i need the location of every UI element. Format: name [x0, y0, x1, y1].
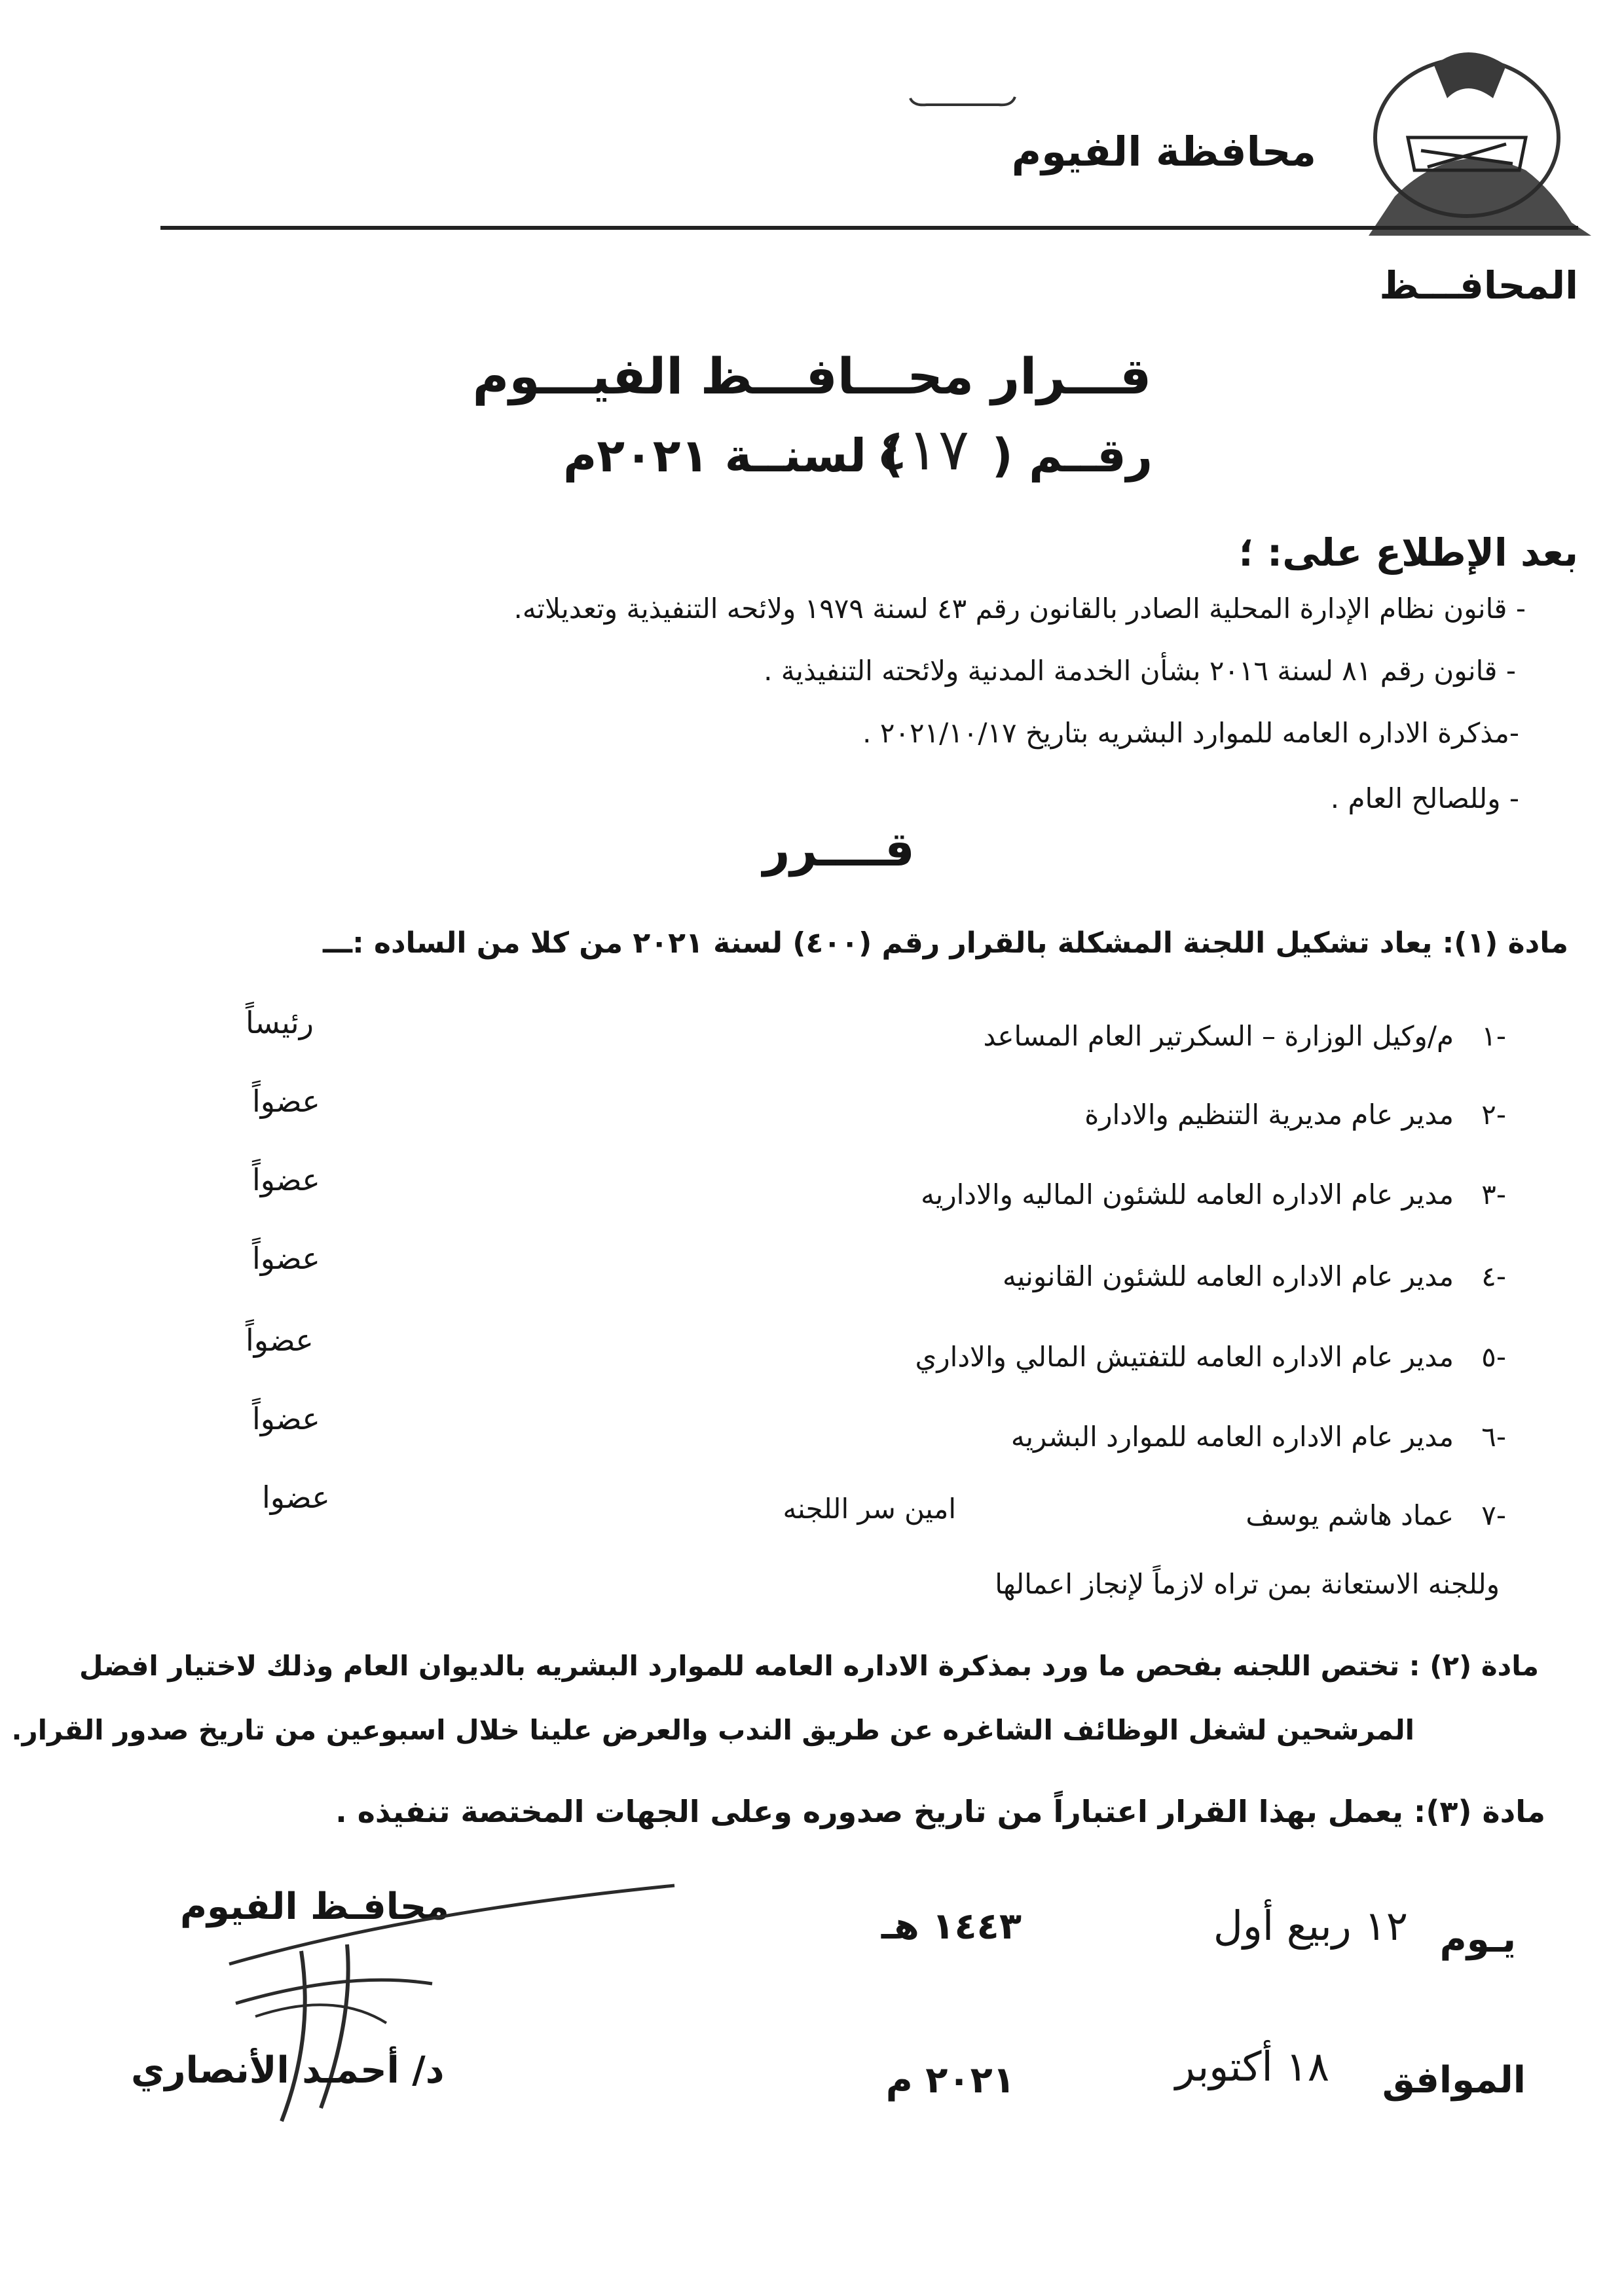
office-label: المحافـــظ: [1379, 263, 1578, 308]
date-gregorian-prefix: الموافق: [1382, 2059, 1526, 2102]
preamble-item: - قانون نظام الإدارة المحلية الصادر بالقانون رقم ٤٣ لسنة ١٩٧٩ ولائحه التنفيذية وتعديلاته.: [513, 592, 1526, 625]
date-day-prefix: يـوم: [1439, 1918, 1516, 1961]
date-gregorian-year: ٢٠٢١ م: [885, 2059, 1015, 2102]
article-2-line2: المرشحين لشغل الوظائف الشاغره عن طريق الندب والعرض علينا خلال اسبوعين من تاريخ صدور القرار.: [11, 1714, 1414, 1746]
handwritten-signature: [216, 1872, 688, 2147]
member-num: ٤-: [1481, 1260, 1506, 1292]
member-num: ٥-: [1481, 1341, 1506, 1373]
decree-number-prefix: رقــم (: [991, 429, 1153, 483]
date-hijri-handwritten: ١٢ ربيع أول: [1213, 1902, 1408, 1950]
signatory-name: د/ أحمـد الأنصاري: [131, 2049, 445, 2092]
preamble-item: - قانون رقم ٨١ لسنة ٢٠١٦ بشأن الخدمة المدنية ولائحته التنفيذية .: [764, 655, 1516, 687]
decree-number-handwritten: ٤١٧: [876, 416, 969, 483]
governorate-name: محافظة الفيوم: [1011, 128, 1316, 175]
decision-heading: قــــرر: [763, 822, 915, 877]
member-name: مدير عام مديرية التنظيم والادارة: [1084, 1099, 1454, 1131]
article-3: مادة (٣): يعمل بهذا القرار اعتباراً من تاريخ صدوره وعلى الجهات المختصة تنفيذه .: [335, 1794, 1545, 1829]
top-margin-mark: [907, 92, 1018, 111]
article-1: مادة (١): يعاد تشكيل اللجنة المشكلة بالقرار رقم (٤٠٠) لسنة ٢٠٢١ من كلا من الساده :ـــ: [322, 926, 1568, 960]
assist-note: وللجنه الاستعانة بمن تراه لازماً لإنجاز اعمالها: [995, 1568, 1500, 1600]
member-name: مدير عام الاداره العامه للشئون الماليه والاداريه: [921, 1178, 1454, 1211]
article-2-line1: مادة (٢) : تختص اللجنه بفحص ما ورد بمذكرة الاداره العامه للموارد البشريه بالديوان العام وذلك لاختيار افضل: [79, 1650, 1539, 1682]
member-name: م/وكيل الوزارة – السكرتير العام المساعد: [983, 1020, 1454, 1052]
preamble-heading: بعد الإطلاع على: ؛: [1238, 530, 1578, 575]
member-num: ٣-: [1481, 1178, 1506, 1211]
member-name: مدير عام الاداره العامه للموارد البشريه: [1010, 1421, 1454, 1453]
member-role: عضواً: [252, 1241, 320, 1276]
member-num: ١-: [1481, 1020, 1506, 1052]
preamble-item: -مذكرة الاداره العامه للموارد البشريه بتاريخ ٢٠٢١/١٠/١٧ .: [862, 717, 1519, 749]
signatory-title: محافـظ الفيوم: [180, 1886, 449, 1928]
member-role: عضواً: [252, 1084, 320, 1119]
member-name: عماد هاشم يوسف: [1246, 1499, 1454, 1531]
decree-title: قـــرار محـــافـــظ الفيـــوم: [472, 347, 1152, 405]
member-num: ٢-: [1481, 1099, 1506, 1131]
governorate-logo: [1356, 39, 1591, 236]
date-gregorian-handwritten: ١٨ أكتوبر: [1175, 2043, 1329, 2090]
member-position: امين سر اللجنه: [783, 1493, 956, 1525]
member-role: عضواً: [252, 1162, 320, 1197]
member-role: عضواً: [252, 1401, 320, 1436]
decree-year: ) لسنــة ٢٠٢١م: [563, 429, 904, 483]
header-divider: [160, 226, 1578, 230]
preamble-item: - وللصالح العام .: [1330, 782, 1519, 814]
member-role: عضواً: [246, 1322, 314, 1358]
member-role: عضوا: [262, 1480, 330, 1515]
member-name: مدير عام الاداره العامه للتفتيش المالي والاداري: [915, 1341, 1454, 1373]
member-name: مدير عام الاداره العامه للشئون القانونيه: [1002, 1260, 1454, 1292]
member-num: ٦-: [1481, 1421, 1506, 1453]
decree-number-line: [563, 416, 1153, 501]
date-hijri-year: ١٤٤٣ هـ: [881, 1905, 1022, 1948]
member-role: رئيساً: [246, 1005, 314, 1040]
member-num: ٧-: [1481, 1499, 1506, 1531]
